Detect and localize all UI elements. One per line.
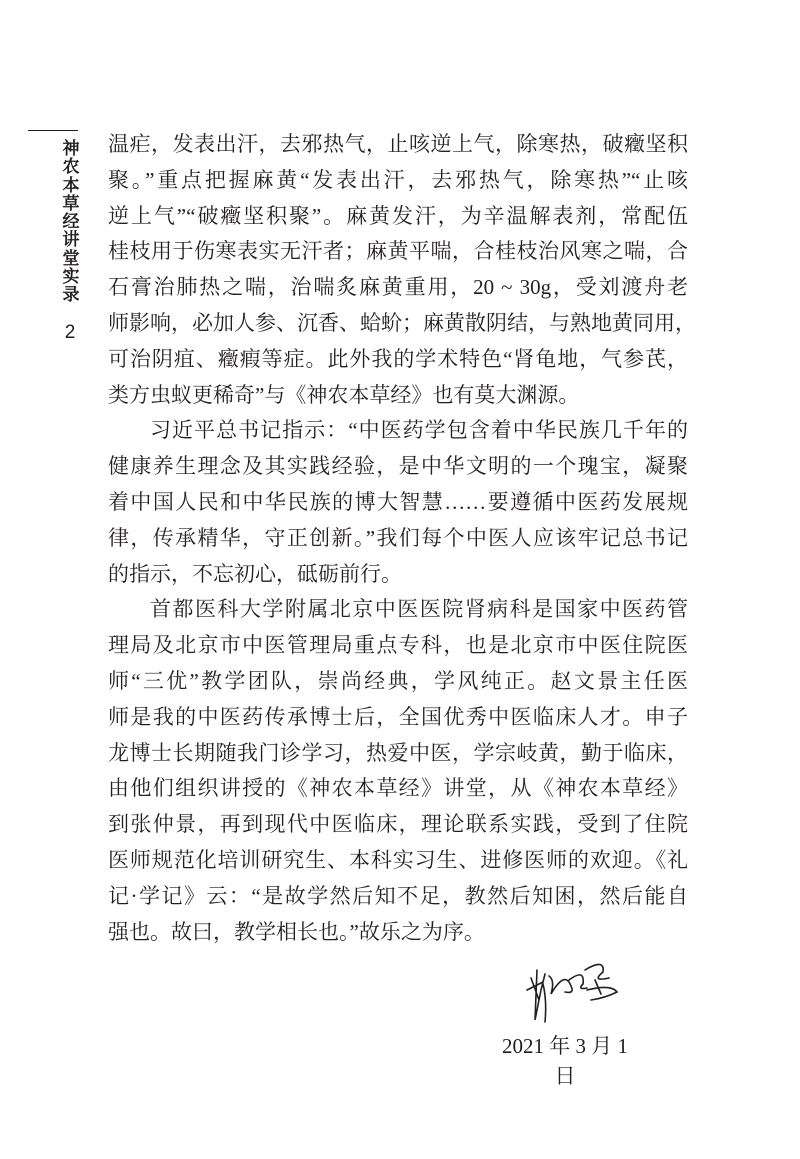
text-line: 石膏治肺热之喘，治喘炙麻黄重用，20 ~ 30g，受刘渡舟老 [108,275,688,300]
text-line: 着中国人民和中华民族的博大智慧……要遵循中医药发展规 [108,489,688,514]
body-text [108,127,696,950]
text-line: 由他们组织讲授的《神农本草经》讲堂，从《神农本草经》 [108,776,688,801]
text-line: 医师规范化培训研究生、本科实习生、进修医师的欢迎。《礼 [108,847,688,872]
text-line: 桂枝用于伤寒表实无汗者；麻黄平喘，合桂枝治风寒之喘，合 [108,239,688,264]
text-line: 习近平总书记指示：“中医药学包含着中华民族几千年的 [150,418,688,443]
text-line: 聚。”重点把握麻黄“发表出汗，去邪热气，除寒热”“止咳 [108,167,688,192]
header-rule [28,130,78,131]
text-line: 师是我的中医药传承博士后，全国优秀中医临床人才。申子 [108,704,688,729]
text-line: 可治阴疽、癥瘕等症。此外我的学术特色“肾龟地，气参芪， [108,346,688,371]
text-line: 温疟，发表出汗，去邪热气，止咳逆上气，除寒热，破癥坚积 [108,132,688,156]
text-line: 类方虫蚁更稀奇”与《神农本草经》也有莫大渊源。 [108,382,580,407]
signature-image [525,960,625,1030]
date: 2021 年 3 月 1 日 [502,1034,628,1088]
text-line: 龙博士长期随我门诊学习，热爱中医，学宗岐黄，勤于临床， [108,740,688,765]
text-line: 强也。故曰，教学相长也。”故乐之为序。 [108,919,485,944]
text-line: 理局及北京市中医管理局重点专科，也是北京市中医住院医 [108,633,688,658]
text-line: 师“三优”教学团队，崇尚经典，学风纯正。赵文景主任医 [108,668,688,693]
text-line: 律，传承精华，守正创新。”我们每个中医人应该牢记总书记 [108,525,688,550]
text-line: 逆上气”“破癥坚积聚”。麻黄发汗，为辛温解表剂，常配伍 [108,203,688,228]
text-line: 师影响，必加人参、沉香、蛤蚧；麻黄散阴结，与熟地黄同用， [108,310,696,335]
text-line: 首都医科大学附属北京中医医院肾病科是国家中医药管 [150,597,688,622]
text-line: 的指示，不忘初心，砥砺前行。 [108,561,402,586]
running-head-book-title: 神农本草经讲堂实录 [62,139,80,305]
text-line: 记·学记》云：“是故学然后知不足，教然后知困，然后能自 [108,883,688,908]
page-number: 2 [64,322,76,343]
text-line: 到张仲景，再到现代中医临床，理论联系实践，受到了住院 [108,812,688,837]
text-line: 健康养生理念及其实践经验，是中华文明的一个瑰宝，凝聚 [108,454,688,479]
